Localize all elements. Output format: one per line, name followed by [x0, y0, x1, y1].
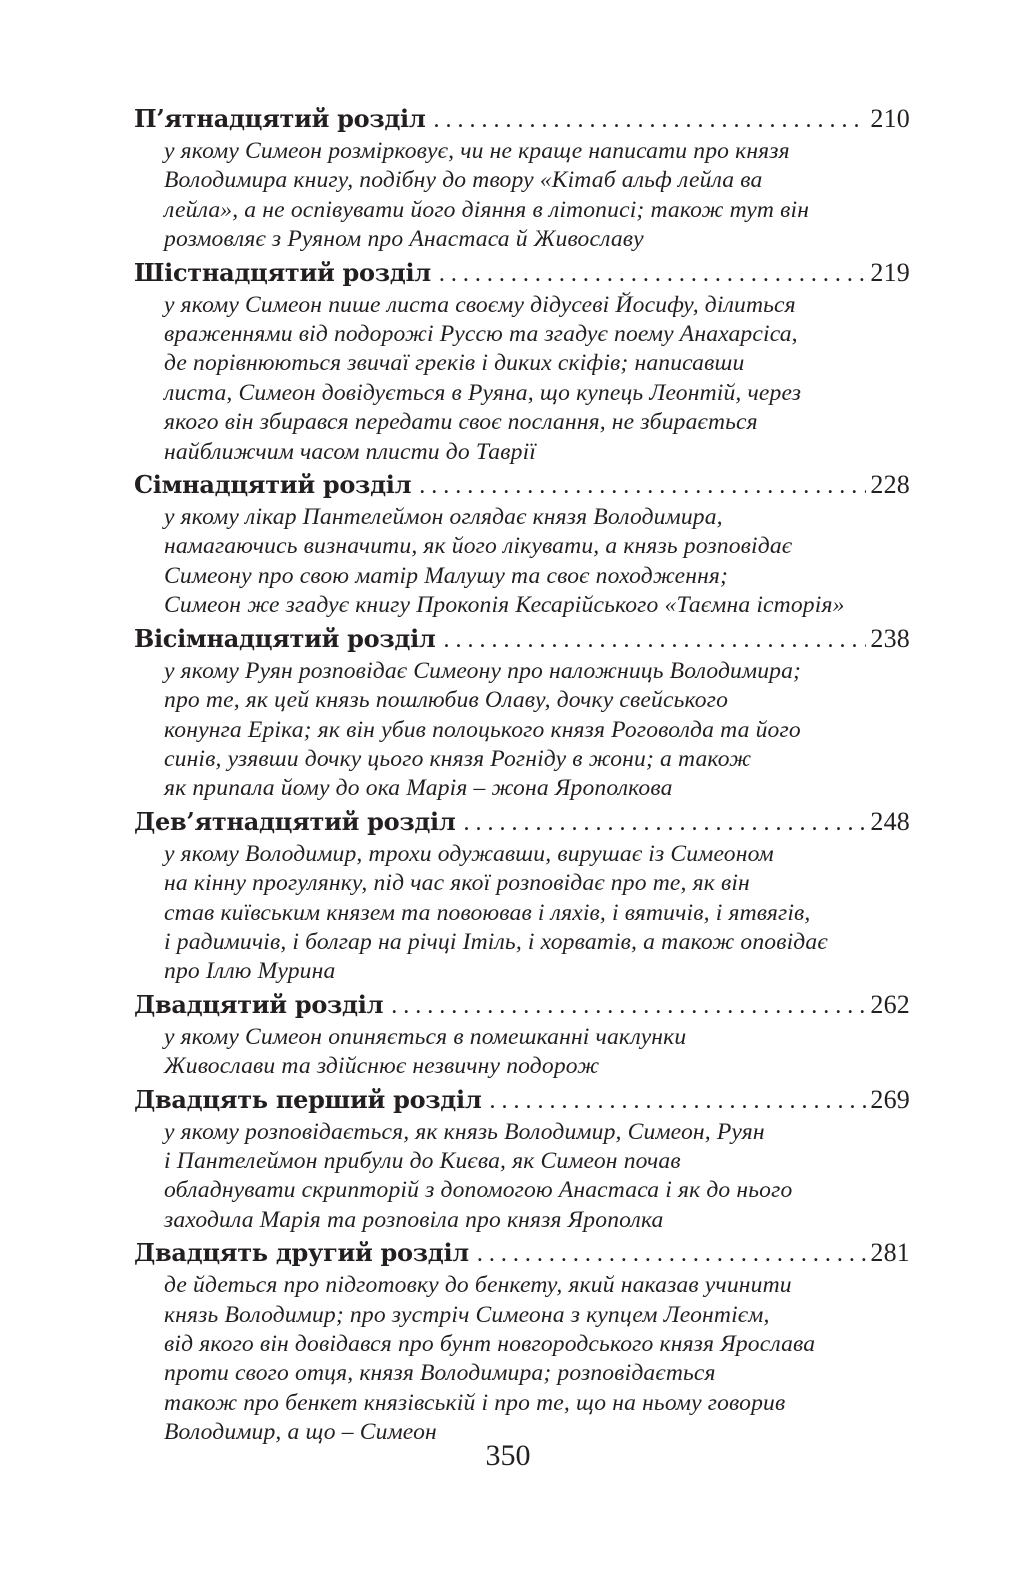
summary-line: у якому Володимир, трохи одужавши, вирушає із Симеоном	[164, 840, 774, 867]
toc-entry	[134, 987, 910, 1082]
toc-entry	[134, 1235, 910, 1447]
summary-line: синів, узявши дочку цього князя Рогніду в жони; а також	[164, 745, 752, 772]
summary-line: у якому Симеон опиняється в помешканні чаклунки	[164, 1023, 687, 1050]
chapter-title: Шістнадцятий розділ	[134, 257, 431, 287]
chapter-summary	[164, 657, 910, 804]
summary-line: у якому Симеон пише листа своєму дідусеві Йосифу, ділиться	[164, 291, 796, 318]
summary-line: як припала йому до ока Марія – жона Ярополкова	[164, 775, 673, 802]
summary-line: від якого він довідався про бунт новгородського князя Ярослава	[164, 1331, 816, 1357]
chapter-summary	[164, 1271, 910, 1447]
toc-entry-heading	[134, 467, 910, 503]
summary-line: обладнувати скрипторій з допомогою Анастаса і як до нього	[164, 1177, 793, 1204]
summary-line: намагаючись визначити, як його лікувати, а князь розповідає	[164, 533, 793, 560]
summary-line: про те, як цей князь пошлюбив Олаву, дочку свейського	[164, 687, 729, 714]
dot-leader	[477, 1236, 867, 1272]
summary-line: лейла», а не оспівувати його діяння в літописі; також тут він	[164, 196, 810, 223]
toc-entry-heading	[134, 1235, 910, 1271]
summary-line: якого він збирався передати своє послання, не збирається	[164, 409, 758, 436]
dot-leader	[464, 805, 867, 841]
chapter-summary	[164, 503, 910, 621]
summary-line: також про бенкет князівській і про те, що на ньому говорив	[164, 1389, 786, 1416]
summary-line: князь Володимир; про зустріч Симеона з купцем Леонтієм,	[164, 1301, 770, 1328]
summary-line: Симеону про свою матір Малушу та своє походження;	[164, 562, 729, 589]
toc-entry	[134, 255, 910, 467]
chapter-title: Дев’ятнадцятий розділ	[134, 806, 456, 836]
summary-line: на кінну прогулянку, під час якої розповідає про те, як він	[164, 870, 750, 897]
toc-entry-heading	[134, 101, 910, 137]
chapter-summary	[164, 1118, 910, 1236]
chapter-summary	[164, 1023, 910, 1082]
page-number: 269	[870, 1084, 910, 1114]
dot-leader	[489, 1083, 866, 1119]
toc-entry-heading	[134, 255, 910, 291]
summary-line: заходила Марія та розповіла про князя Ярополка	[164, 1206, 664, 1233]
toc-entry	[134, 467, 910, 621]
summary-line: став київським князем та повоював і ляхів, і вятичів, і ятвягів,	[164, 899, 811, 926]
summary-line: і радимичів, і болгар на річці Ітіль, і хорватів, а також оповідає	[164, 928, 828, 955]
summary-line: і Пантелеймон прибули до Києва, як Симеон почав	[164, 1147, 681, 1174]
page-number: 281	[870, 1238, 910, 1268]
dot-leader	[439, 256, 867, 292]
summary-line: у якому Симеон розмірковує, чи не краще написати про князя	[164, 138, 790, 164]
chapter-title: П’ятнадцятий розділ	[134, 104, 426, 133]
page-number: 219	[870, 257, 910, 287]
chapter-title: Сімнадцятий розділ	[134, 470, 412, 500]
toc-entry	[134, 1082, 910, 1236]
summary-line: конунга Еріка; як він убив полоцького князя Роговолда та його	[164, 716, 801, 743]
dot-leader	[391, 988, 866, 1024]
chapter-summary	[164, 840, 910, 987]
summary-line: Володимир, а що – Симеон	[164, 1419, 437, 1446]
toc-entry	[134, 804, 910, 987]
dot-leader	[433, 102, 866, 138]
toc-entry-heading	[134, 621, 910, 657]
chapter-title: Двадцять перший розділ	[134, 1084, 482, 1114]
summary-line: де йдеться про підготовку до бенкету, який наказав учинити	[164, 1272, 792, 1299]
summary-line: у якому розповідається, як князь Володимир, Симеон, Руян	[164, 1118, 765, 1145]
summary-line: листа, Симеон довідується в Руяна, що купець Леонтій, через	[164, 379, 802, 406]
chapter-title: Двадцятий розділ	[134, 989, 384, 1019]
toc-entry-heading	[134, 987, 910, 1023]
page-number: 248	[870, 806, 910, 836]
dot-leader	[419, 468, 866, 504]
chapter-summary	[164, 291, 910, 467]
summary-line: у якому лікар Пантелеймон оглядає князя Володимира,	[164, 504, 723, 531]
toc-entry-heading	[134, 1082, 910, 1118]
table-of-contents	[134, 101, 910, 1448]
page-folio-number: 350	[485, 1439, 531, 1472]
chapter-title: Двадцять другий розділ	[134, 1238, 469, 1268]
summary-line: де порівнюються звичаї греків і диких скіфів; написавши	[164, 350, 745, 377]
chapter-summary	[164, 137, 910, 255]
summary-line: Живослави та здійснює незвичну подорож	[164, 1053, 600, 1080]
summary-line: Володимира книгу, подібну до твору «Кітаб альф лейла ва	[164, 167, 763, 194]
summary-line: Симеон же згадує книгу Прокопія Кесарійського «Таємна історія»	[164, 592, 845, 619]
toc-entry-heading	[134, 804, 910, 840]
toc-entry	[134, 101, 910, 255]
summary-line: найближчим часом плисти до Таврії	[164, 438, 536, 465]
summary-line: враженнями від подорожі Руссю та згадує поему Анахарсіса,	[164, 321, 798, 348]
summary-line: про Іллю Мурина	[164, 958, 336, 985]
summary-line: у якому Руян розповідає Симеону про наложниць Володимира;	[164, 657, 802, 684]
dot-leader	[444, 622, 867, 658]
summary-line: розмовляє з Руяном про Анастаса й Живославу	[164, 226, 644, 253]
page-number: 210	[870, 104, 910, 133]
page-number: 262	[870, 989, 910, 1019]
toc-entry	[134, 621, 910, 804]
summary-line: проти свого отця, князя Володимира; розповідається	[164, 1360, 716, 1387]
chapter-title: Вісімнадцятий розділ	[134, 623, 436, 653]
page-number: 228	[870, 470, 910, 500]
page-number: 238	[870, 623, 910, 653]
